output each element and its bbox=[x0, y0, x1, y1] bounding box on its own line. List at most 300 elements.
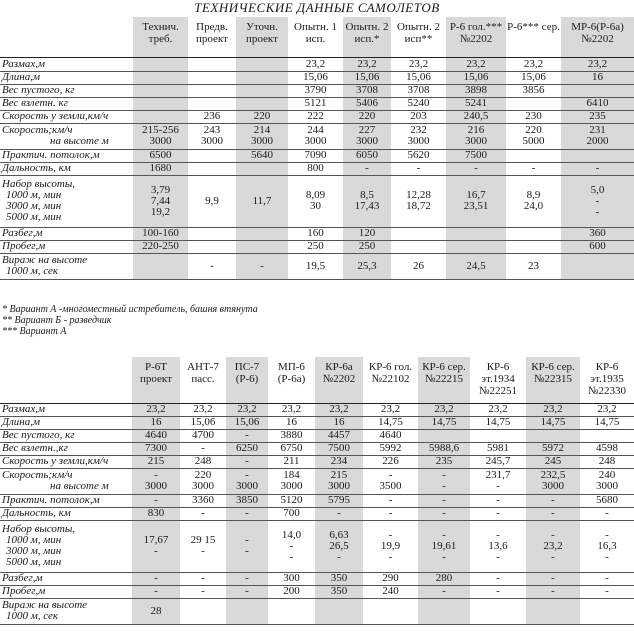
row-label bbox=[0, 175, 133, 227]
cell-value: - bbox=[245, 534, 249, 546]
cell-value: 215-256 bbox=[142, 124, 179, 136]
cell-value: 216 bbox=[467, 124, 485, 136]
table-cell bbox=[506, 227, 561, 240]
table-cell bbox=[418, 403, 470, 416]
table-cell bbox=[526, 416, 580, 429]
cell-value: 243 bbox=[203, 124, 221, 136]
table-cell bbox=[133, 84, 188, 97]
table-cell bbox=[363, 494, 418, 507]
cell-value: 160 bbox=[307, 227, 324, 239]
cell-value: 235 bbox=[589, 110, 606, 122]
cell-value: 227 bbox=[358, 124, 376, 136]
cell-value: - bbox=[595, 162, 600, 174]
table-cell bbox=[561, 110, 634, 123]
table-cell bbox=[580, 468, 634, 494]
table-cell bbox=[315, 429, 363, 442]
cell-value: - bbox=[245, 545, 249, 557]
row-label bbox=[0, 572, 132, 585]
table-cell bbox=[418, 507, 470, 520]
cell-value: 120 bbox=[358, 227, 376, 239]
table-cell bbox=[446, 123, 506, 149]
table-cell bbox=[132, 598, 180, 624]
table-cell bbox=[268, 416, 315, 429]
cell-value: - bbox=[496, 528, 500, 541]
cell-value: 23,2 bbox=[543, 403, 563, 415]
table-cell bbox=[132, 494, 180, 507]
cell-value: - bbox=[154, 585, 158, 597]
cell-value: 7090 bbox=[304, 149, 327, 161]
table-row bbox=[0, 253, 634, 279]
table-cell bbox=[133, 162, 188, 175]
table-cell bbox=[180, 442, 226, 455]
column-header: Опытн. 2 исп** bbox=[391, 17, 446, 57]
table-cell bbox=[446, 84, 506, 97]
table-cell bbox=[470, 468, 526, 494]
table-cell bbox=[446, 253, 506, 279]
table-cell bbox=[561, 162, 634, 175]
cell-value: 5241 bbox=[465, 97, 487, 109]
column-header: КР-6 эт.1934 №22251 bbox=[470, 357, 526, 403]
table-cell bbox=[133, 149, 188, 162]
cell-value: 200 bbox=[283, 585, 300, 597]
table-cell bbox=[418, 455, 470, 468]
table-cell bbox=[188, 97, 236, 110]
row-label bbox=[0, 468, 132, 494]
cell-value: 16 bbox=[150, 416, 162, 428]
table-cell bbox=[180, 429, 226, 442]
cell-value: 23,2 bbox=[587, 57, 608, 70]
cell-value: - bbox=[260, 259, 264, 272]
table-cell bbox=[180, 416, 226, 429]
table-cell bbox=[418, 468, 470, 494]
column-header: Опытн. 2 исп.* bbox=[343, 17, 391, 57]
cell-value: 23,2 bbox=[281, 403, 302, 415]
cell-value: 4640 bbox=[379, 429, 402, 441]
cell-value: 280 bbox=[435, 572, 453, 584]
table-cell bbox=[561, 240, 634, 253]
table-cell bbox=[561, 175, 634, 227]
table-cell bbox=[315, 494, 363, 507]
table-cell bbox=[268, 468, 315, 494]
table-cell bbox=[580, 520, 634, 572]
cell-value: 5972 bbox=[542, 442, 564, 454]
table-cell bbox=[180, 468, 226, 494]
cell-value: 5121 bbox=[304, 97, 327, 109]
cell-value: 6,63 bbox=[329, 528, 349, 541]
table-cell bbox=[132, 403, 180, 416]
table-cell bbox=[561, 253, 634, 279]
row-label-line: Вес взлетн. кг bbox=[2, 97, 68, 109]
table-cell bbox=[236, 123, 288, 149]
cell-value: 13,6 bbox=[488, 539, 508, 552]
table-cell bbox=[226, 468, 268, 494]
table-cell bbox=[580, 572, 634, 585]
table-cell bbox=[288, 175, 343, 227]
cell-value: 4700 bbox=[192, 429, 214, 441]
cell-value: - bbox=[245, 429, 249, 441]
table-cell bbox=[268, 520, 315, 572]
table-cell bbox=[470, 520, 526, 572]
cell-value: 5120 bbox=[280, 494, 303, 506]
cell-value: 5680 bbox=[596, 494, 618, 506]
cell-value: 250 bbox=[307, 240, 324, 252]
cell-value: - bbox=[201, 442, 205, 454]
cell-value: 8,09 bbox=[305, 189, 326, 201]
table-cell bbox=[236, 227, 288, 240]
cell-value: 240 bbox=[382, 585, 399, 597]
table-cell bbox=[343, 240, 391, 253]
cell-value: 244 bbox=[307, 124, 324, 136]
table-cell bbox=[236, 162, 288, 175]
cell-value: 240,5 bbox=[463, 110, 489, 122]
cell-value: 5795 bbox=[328, 494, 350, 506]
table-cell bbox=[470, 442, 526, 455]
cell-value: 25,3 bbox=[357, 259, 377, 272]
row-label bbox=[0, 240, 133, 253]
table-cell bbox=[226, 598, 268, 624]
table-row bbox=[0, 598, 634, 624]
table-cell bbox=[446, 162, 506, 175]
cell-value: - bbox=[496, 585, 500, 597]
table-cell bbox=[133, 253, 188, 279]
table-cell bbox=[236, 57, 288, 71]
cell-value: 16,7 bbox=[466, 189, 486, 201]
table-cell bbox=[133, 97, 188, 110]
cell-value: - bbox=[245, 455, 249, 467]
tech-data-table-1 bbox=[0, 17, 634, 280]
table-cell bbox=[236, 97, 288, 110]
column-header: Р-6 гол.*** №2202 bbox=[446, 17, 506, 57]
header-row bbox=[0, 17, 634, 57]
row-label-line: Разбег,м bbox=[2, 227, 43, 239]
table-cell bbox=[180, 572, 226, 585]
table-cell bbox=[418, 520, 470, 572]
row-label-line: Размах,м bbox=[2, 57, 45, 70]
table-cell bbox=[132, 520, 180, 572]
table-cell bbox=[343, 175, 391, 227]
table-cell bbox=[561, 57, 634, 71]
cell-value: 9,9 bbox=[205, 194, 219, 207]
cell-value: 248 bbox=[598, 455, 616, 467]
cell-value: - bbox=[154, 494, 158, 506]
row-label-line: Скорость;км/ч bbox=[2, 124, 73, 136]
table-cell bbox=[132, 572, 180, 585]
cell-value: 3000 bbox=[465, 135, 487, 147]
table-cell bbox=[391, 240, 446, 253]
cell-value: - bbox=[210, 259, 214, 272]
table-row bbox=[0, 507, 634, 520]
table-row bbox=[0, 416, 634, 429]
table-cell bbox=[288, 97, 343, 110]
cell-value: 215 bbox=[330, 469, 348, 481]
table-cell bbox=[315, 442, 363, 455]
cell-value: - bbox=[388, 507, 393, 519]
column-header: Опытн. 1 исп. bbox=[288, 17, 343, 57]
cell-value: - bbox=[595, 205, 600, 218]
table-cell bbox=[506, 57, 561, 71]
table-cell bbox=[446, 227, 506, 240]
table-cell bbox=[236, 175, 288, 227]
row-label bbox=[0, 416, 132, 429]
table-cell bbox=[288, 123, 343, 149]
cell-value: 15,06 bbox=[406, 71, 431, 83]
cell-value: 15,06 bbox=[303, 71, 328, 83]
table-cell bbox=[363, 442, 418, 455]
table-cell bbox=[561, 227, 634, 240]
table-cell bbox=[268, 429, 315, 442]
cell-value: 5406 bbox=[356, 97, 378, 109]
cell-value: 24,0 bbox=[523, 200, 544, 212]
table-cell bbox=[561, 97, 634, 110]
cell-value: 5000 bbox=[522, 135, 545, 147]
table-row bbox=[0, 110, 634, 123]
table-row bbox=[0, 429, 634, 442]
cell-value: 4640 bbox=[145, 429, 167, 441]
row-label bbox=[0, 507, 132, 520]
table-cell bbox=[343, 149, 391, 162]
table-cell bbox=[418, 442, 470, 455]
table-row bbox=[0, 97, 634, 110]
cell-value: - bbox=[442, 550, 446, 563]
table-cell bbox=[133, 227, 188, 240]
table-cell bbox=[561, 123, 634, 149]
cell-value: 15,06 bbox=[354, 71, 380, 83]
cell-value: - bbox=[551, 528, 555, 541]
cell-value: 3000 bbox=[236, 480, 258, 492]
table-row bbox=[0, 149, 634, 162]
cell-value: 236 bbox=[203, 110, 221, 122]
cell-value: - bbox=[289, 550, 294, 563]
cell-value: 14,75 bbox=[431, 416, 457, 428]
cell-value: 16,3 bbox=[597, 539, 617, 552]
table-row bbox=[0, 227, 634, 240]
table-cell bbox=[132, 507, 180, 520]
table-cell bbox=[188, 149, 236, 162]
cell-value: 15,06 bbox=[234, 416, 260, 428]
table-cell bbox=[188, 175, 236, 227]
table-cell bbox=[180, 520, 226, 572]
cell-value: 211 bbox=[283, 455, 300, 467]
table-cell bbox=[268, 494, 315, 507]
table-row bbox=[0, 572, 634, 585]
table-row bbox=[0, 57, 634, 71]
table-cell bbox=[580, 507, 634, 520]
row-label-line: 1000 м, мин bbox=[6, 534, 62, 546]
cell-value: 8,9 bbox=[526, 189, 541, 201]
cell-value: 214 bbox=[253, 124, 271, 136]
table-cell bbox=[315, 455, 363, 468]
table-cell bbox=[343, 123, 391, 149]
table-cell bbox=[132, 585, 180, 598]
cell-value: - bbox=[474, 162, 478, 174]
row-label-line: 1000 м, мин bbox=[6, 189, 62, 201]
table-cell bbox=[188, 110, 236, 123]
row-label-line: Вираж на высоте bbox=[2, 599, 88, 611]
cell-value: - bbox=[201, 545, 205, 557]
row-label bbox=[0, 494, 132, 507]
row-label-line: 3000 м, мин bbox=[6, 545, 62, 557]
row-label-line: Набор высоты, bbox=[2, 523, 76, 535]
table-cell bbox=[315, 468, 363, 494]
cell-value: - bbox=[605, 585, 609, 597]
table-cell bbox=[226, 442, 268, 455]
table-cell bbox=[132, 442, 180, 455]
table-cell bbox=[343, 57, 391, 71]
cell-value: 5,0 bbox=[590, 183, 605, 196]
row-label-line: Длина,м bbox=[2, 416, 41, 428]
table-cell bbox=[363, 403, 418, 416]
row-label bbox=[0, 84, 133, 97]
column-header: Р-6Т проект bbox=[132, 357, 180, 403]
row-label-line: Вес пустого, кг bbox=[2, 84, 75, 96]
cell-value: - bbox=[388, 550, 393, 563]
table-cell bbox=[188, 162, 236, 175]
column-header: МП-6 (Р-6а) bbox=[268, 357, 315, 403]
table-cell bbox=[470, 572, 526, 585]
cell-value: 5992 bbox=[379, 442, 402, 454]
table-cell bbox=[226, 520, 268, 572]
cell-value: 220 bbox=[253, 110, 271, 122]
table-cell bbox=[391, 175, 446, 227]
column-header: Р-6*** сер. bbox=[506, 17, 561, 57]
table-cell bbox=[315, 416, 363, 429]
cell-value: - bbox=[442, 585, 446, 597]
cell-value: 830 bbox=[147, 507, 165, 519]
table-cell bbox=[470, 429, 526, 442]
cell-value: 222 bbox=[307, 110, 324, 122]
table-cell bbox=[363, 585, 418, 598]
table-cell bbox=[133, 240, 188, 253]
row-label-line: 3000 м, мин bbox=[6, 200, 62, 212]
cell-value: - bbox=[337, 550, 341, 563]
row-label bbox=[0, 598, 132, 624]
cell-value: - bbox=[388, 494, 393, 506]
table-cell bbox=[506, 71, 561, 84]
table-cell bbox=[561, 71, 634, 84]
table-cell bbox=[470, 494, 526, 507]
cell-value: 24,5 bbox=[466, 259, 486, 272]
cell-value: 8,5 bbox=[360, 189, 374, 201]
cell-value: - bbox=[154, 545, 158, 557]
table-cell bbox=[288, 162, 343, 175]
table-cell bbox=[506, 110, 561, 123]
cell-value: - bbox=[442, 480, 446, 492]
cell-value: 220 bbox=[358, 110, 376, 122]
row-label bbox=[0, 97, 133, 110]
table-cell bbox=[391, 97, 446, 110]
table-cell bbox=[343, 110, 391, 123]
table-cell bbox=[526, 507, 580, 520]
cell-value: 3880 bbox=[280, 429, 303, 441]
table-cell bbox=[188, 84, 236, 97]
table-cell bbox=[391, 162, 446, 175]
cell-value: 6410 bbox=[586, 97, 609, 109]
cell-value: - bbox=[496, 494, 500, 506]
cell-value: - bbox=[496, 550, 500, 563]
column-header: КР-6 сер. №22215 bbox=[418, 357, 470, 403]
cell-value: - bbox=[388, 528, 393, 541]
table-cell bbox=[363, 572, 418, 585]
table-cell bbox=[418, 429, 470, 442]
table-cell bbox=[470, 455, 526, 468]
cell-value: 230 bbox=[525, 110, 542, 122]
row-label-line: Вес взлетн.,кг bbox=[2, 442, 68, 454]
cell-value: 3790 bbox=[304, 84, 327, 96]
cell-value: 17,67 bbox=[143, 534, 169, 546]
table-cell bbox=[470, 585, 526, 598]
cell-value: - bbox=[201, 585, 205, 597]
table-cell bbox=[561, 149, 634, 162]
table-cell bbox=[315, 585, 363, 598]
cell-value: 23,2 bbox=[380, 403, 401, 415]
table-cell bbox=[226, 455, 268, 468]
cell-value: - bbox=[442, 469, 446, 481]
cell-value: 5988,6 bbox=[428, 442, 460, 454]
cell-value: - bbox=[245, 572, 249, 584]
table-cell bbox=[132, 468, 180, 494]
row-label bbox=[0, 520, 132, 572]
cell-value: 220 bbox=[194, 469, 212, 481]
cell-value: 3708 bbox=[356, 84, 378, 96]
table-cell bbox=[506, 123, 561, 149]
cell-value: 6050 bbox=[356, 149, 378, 161]
row-label bbox=[0, 110, 133, 123]
cell-value: 7500 bbox=[465, 149, 487, 161]
cell-value: 19,2 bbox=[150, 205, 171, 218]
table-cell bbox=[188, 71, 236, 84]
table-cell bbox=[288, 71, 343, 84]
cell-value: - bbox=[201, 572, 205, 584]
table-cell bbox=[526, 455, 580, 468]
cell-value: 800 bbox=[307, 162, 324, 174]
cell-value: 11,7 bbox=[252, 194, 272, 207]
table-cell bbox=[226, 572, 268, 585]
table-cell bbox=[268, 572, 315, 585]
table-cell bbox=[561, 84, 634, 97]
table-cell bbox=[506, 84, 561, 97]
cell-value: - bbox=[595, 194, 600, 207]
cell-value: 3850 bbox=[236, 494, 258, 506]
cell-value: 3000 bbox=[280, 480, 303, 492]
table-cell bbox=[391, 123, 446, 149]
table-cell bbox=[363, 507, 418, 520]
table-cell bbox=[288, 253, 343, 279]
table-cell bbox=[526, 494, 580, 507]
cell-value: 14,75 bbox=[378, 416, 403, 428]
cell-value: 245 bbox=[544, 455, 562, 467]
table-cell bbox=[268, 403, 315, 416]
cell-value: 184 bbox=[283, 469, 300, 481]
cell-value: 23,2 bbox=[193, 403, 213, 415]
table-cell bbox=[391, 227, 446, 240]
cell-value: 23,2 bbox=[523, 57, 544, 70]
cell-value: - bbox=[605, 572, 609, 584]
table-cell bbox=[363, 598, 418, 624]
cell-value: - bbox=[551, 507, 555, 519]
table-cell bbox=[180, 455, 226, 468]
cell-value: - bbox=[154, 572, 158, 584]
table-cell bbox=[268, 442, 315, 455]
cell-value: 23,2 bbox=[597, 403, 617, 415]
cell-value: 350 bbox=[330, 572, 348, 584]
table-cell bbox=[226, 585, 268, 598]
row-label-line: на высоте м bbox=[50, 135, 109, 147]
row-label bbox=[0, 253, 133, 279]
cell-value: 23,2 bbox=[305, 57, 326, 70]
table-row bbox=[0, 175, 634, 227]
cell-value: 28 bbox=[150, 604, 162, 617]
cell-value: - bbox=[605, 550, 609, 563]
